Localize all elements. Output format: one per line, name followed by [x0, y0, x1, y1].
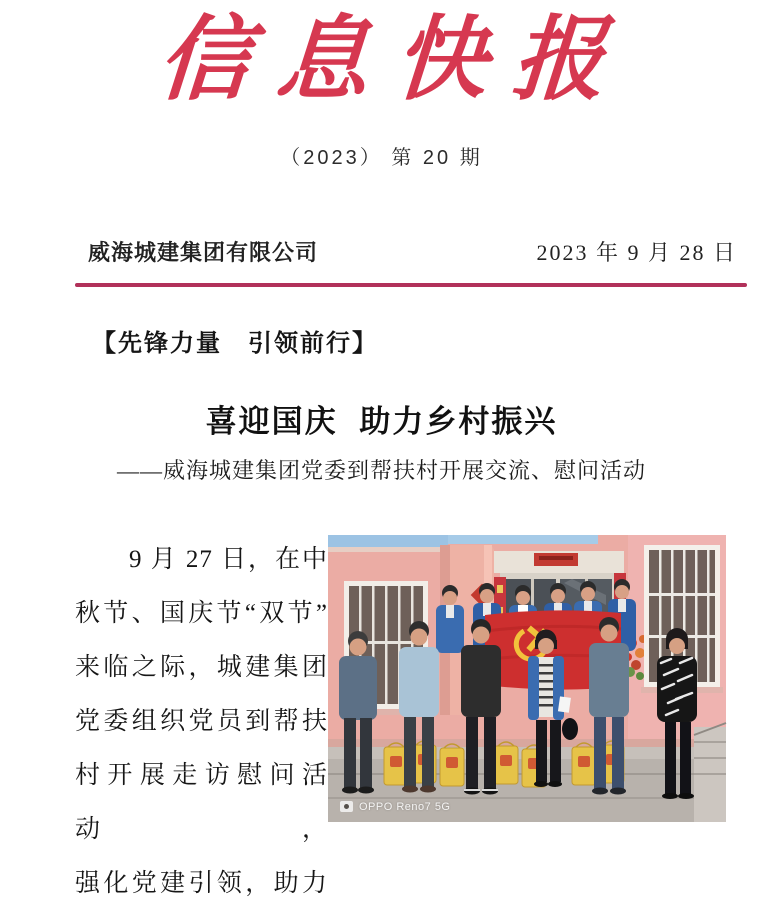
article-content — [75, 533, 763, 911]
meta-row — [0, 236, 763, 267]
body-line: 9 月 27 日，在中 — [129, 545, 328, 573]
issue-number: （2023） 第 20 期 — [280, 146, 483, 169]
section-header: 【先锋力量 引领前行】 — [92, 329, 378, 357]
group-photo — [328, 535, 726, 822]
body-line: 强化党建引领，助力 — [75, 869, 328, 897]
gift-bag — [572, 743, 596, 785]
body-line: 来临之际，城建集团 — [75, 653, 328, 681]
red-divider-rule — [75, 283, 747, 287]
body-line: 村开展走访慰问活动， — [75, 761, 328, 843]
watermark-text: OPPO Reno7 5G — [359, 800, 451, 813]
masthead-title: 信息快报 — [154, 9, 635, 111]
body-line: 党委组织党员到帮扶 — [75, 707, 328, 735]
article-body — [75, 533, 328, 911]
article-title: 喜迎国庆 助力乡村振兴 — [205, 403, 558, 439]
photo-watermark — [340, 801, 451, 813]
camera-icon — [340, 801, 353, 812]
gift-bags — [384, 741, 624, 787]
group-photo-illustration — [328, 535, 726, 822]
masthead — [0, 0, 763, 170]
body-line: 秋节、国庆节“双节” — [75, 599, 328, 627]
publication-date: 2023 年 9 月 28 日 — [536, 239, 737, 265]
gift-bag — [494, 742, 518, 784]
article-subtitle: ——威海城建集团党委到帮扶村开展交流、慰问活动 — [116, 457, 646, 483]
organization-name: 威海城建集团有限公司 — [88, 239, 319, 265]
gift-bag — [440, 744, 464, 786]
